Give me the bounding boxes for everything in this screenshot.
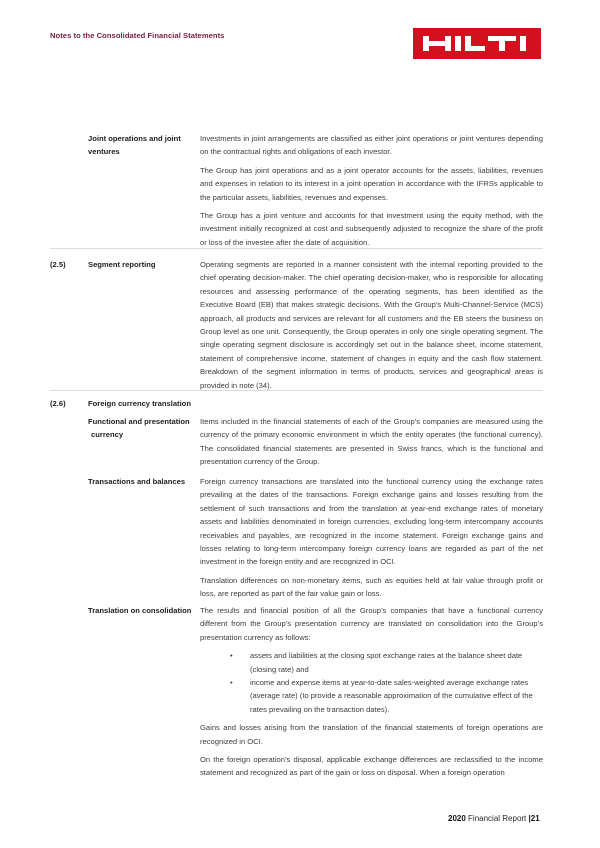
page-header-title: Notes to the Consolidated Financial Statements — [50, 31, 225, 40]
footer-separator: | — [528, 814, 531, 823]
page-footer — [448, 814, 540, 823]
paragraph: Translation differences on non-monetary items, such as equities held at fair value through profit or loss, are reported as part of the fair value gain or loss. — [200, 575, 543, 599]
paragraph: The Group has joint operations and as a joint operator accounts for the assets, liabilities, revenues and expenses in relation to its interest in a joint operation in accordance with the IFRSs applicable to the particular assets, liabilities, revenues and expenses. — [200, 165, 543, 202]
label-line: currency — [91, 430, 124, 440]
paragraph: Investments in joint arrangements are classified as either joint operations or joint ventures depending on the contractual rights and obligations of each investor. — [200, 134, 543, 157]
section-divider — [50, 390, 543, 391]
translation-consolidation-text — [200, 604, 543, 785]
paragraph: Items included in the financial statements of each of the Group’s companies are measured using the currency of the primary economic environment in which the entity operates (the functional currency). The consolidated financial statements are presented in Swiss francs, which is the functional and presentation currency of the Group. — [200, 417, 543, 467]
segment-reporting-label: Segment reporting — [88, 260, 156, 269]
bullet-item — [200, 649, 543, 676]
section-divider — [50, 248, 543, 249]
bullet-item — [200, 676, 543, 716]
section-number: (2.5) — [50, 260, 66, 269]
bullet-icon: • — [230, 651, 233, 661]
functional-currency-label — [88, 415, 190, 442]
paragraph: On the foreign operation’s disposal, applicable exchange differences are reclassified to the income statement and recognized as part of the gain or loss on disposal. When a foreign operation — [200, 755, 543, 778]
segment-reporting-text — [200, 258, 543, 397]
bullet-list — [200, 649, 543, 716]
transactions-balances-label: Transactions and balances — [88, 477, 186, 486]
label-line: Joint operations and joint — [88, 134, 181, 143]
foreign-currency-label: Foreign currency translation — [88, 399, 191, 408]
hilti-logo-icon — [413, 28, 541, 59]
joint-operations-label — [88, 132, 181, 159]
bullet-icon: • — [230, 678, 233, 688]
bullet-text: assets and liabilities at the closing spot exchange rates at the balance sheet date (closing rate) and — [250, 651, 523, 674]
footer-page-number: 21 — [530, 814, 540, 823]
translation-consolidation-label: Translation on consolidation — [88, 606, 192, 615]
label-line: ventures — [88, 147, 120, 157]
label-line: Functional and presentation — [88, 417, 190, 426]
paragraph: The Group has a joint venture and accounts for that investment using the equity method, with the investment initially recognized at cost and subsequently adjusted to recognize the share of the profit or loss of the investee after the date of acquisition. — [200, 211, 543, 247]
paragraph: Operating segments are reported in a manner consistent with the internal reporting provided to the chief operating decision-maker. The chief operating decision-maker, who is responsible for allocating resources and assessing performance of the operating segments, has been identified as the Executive Board (EB) that makes strategic decisions. With the Group’s Multi-Channel-Service (MCS) approach, all products and services are relevant for all customers and the EB steers the business on Group level as one unit. Consequently, the Group operates in only one single operating segment. The single operating segment disclosure is accordingly set out in the balance sheet, income statement, statement of comprehensive income, statement of changes in equity and the cash flow statement. Breakdown of the segment information in terms of products, services and geographical areas is provided in note (34). — [200, 260, 543, 390]
hilti-logo — [413, 28, 541, 59]
functional-currency-text — [200, 415, 543, 474]
paragraph: Gains and losses arising from the translation of the financial statements of foreign operations are recognized in OCI. — [200, 723, 543, 746]
joint-operations-text — [200, 132, 543, 254]
footer-report-label: Financial Report — [468, 814, 527, 823]
section-number: (2.6) — [50, 399, 66, 408]
paragraph: The results and financial position of all the Group’s companies that have a functional currency different from the Group’s presentation currency are translated on consolidation into the Group’s presentation currency as follows: — [200, 606, 543, 642]
paragraph: Foreign currency transactions are translated into the functional currency using the exchange rates prevailing at the dates of the transactions. Foreign exchange gains and losses resulting from the settlement of such transactions and from the translation at year-end exchange rates of monetary assets and liabilities denominated in foreign currencies, excluding long-term intercompany accounts receivables and payables, are recognized in the income statement. Foreign exchange gains and losses relating to long-term intercompany foreign currency loans are regarded as part of the net investment in the foreign entity and are recognized in OCI. — [200, 477, 543, 567]
bullet-text: income and expense items at year-to-date sales-weighted average exchange rates (average rate) (to provide a reasonable approximation of the cumulative effect of the rates prevailing on the transaction dates). — [250, 678, 533, 714]
footer-year: 2020 — [448, 814, 466, 823]
transactions-balances-text — [200, 475, 543, 606]
